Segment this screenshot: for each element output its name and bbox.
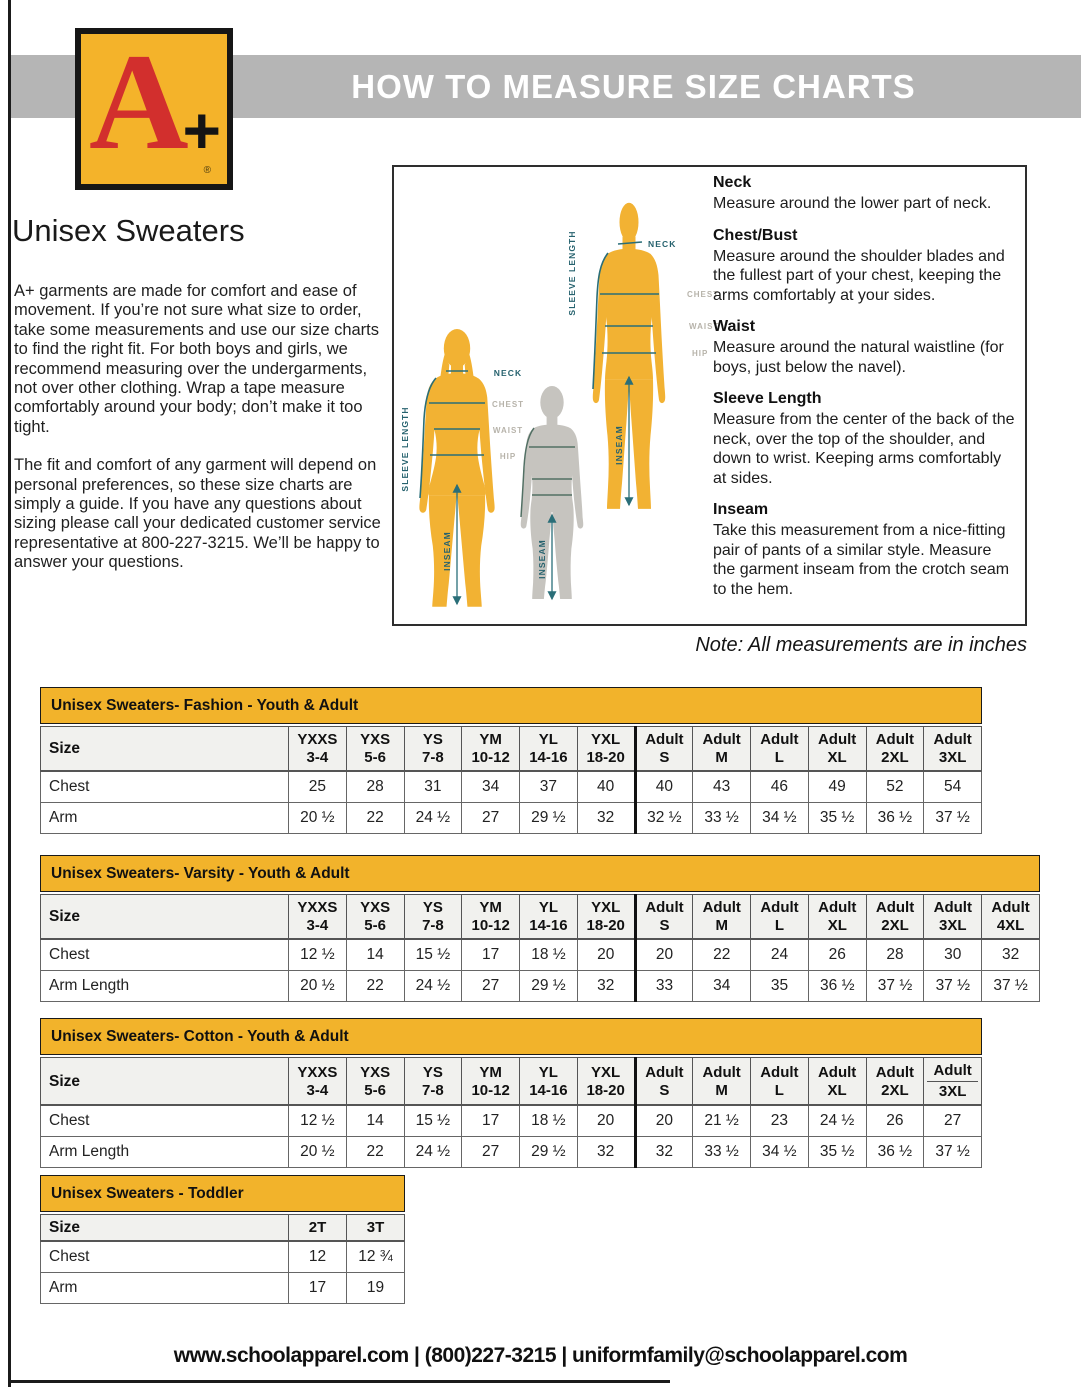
measurement-cell: 32 [982,939,1040,971]
size-table [40,1057,982,1168]
measurement-cell: 32 ½ [635,803,693,834]
measurement-cell: 12 ½ [289,939,347,971]
size-label-line: M [715,917,728,934]
instruction-heading: Neck [713,174,752,191]
size-label-line: 10-12 [471,749,510,766]
intro-paragraph: A+ garments are made for comfort and ease of movement. If you’re not sure what size to order, take some measurements and use our size charts to find the right fit. For both boys and girls, we recommend measuring over the undergarments, not over other clothing. Wrap a tape measure comfortably around your body; don’t make it too tight. [14,282,380,436]
size-column-header [866,895,924,940]
page-bottom-border [8,1380,670,1383]
table-row [41,1105,982,1137]
size-label-line: S [659,1081,670,1099]
instruction-section-chest-bust [713,227,1015,306]
measurement-cell: 22 [346,971,404,1002]
size-column-header [751,1058,809,1106]
size-column-header [346,1058,404,1106]
size-label-line: XL [827,917,847,934]
measurement-cell: 46 [751,771,809,803]
size-label-line: YXXS [297,731,338,748]
measurement-cell: 22 [693,939,751,971]
table-row [41,939,1040,971]
size-column-header [866,727,924,772]
measurement-cell: 37 ½ [866,971,924,1002]
table-row [41,803,982,834]
size-label-line: XL [827,749,847,766]
measurement-cell: 35 ½ [808,1137,866,1168]
row-label-cell: Arm Length [41,971,289,1002]
size-column-header [346,727,404,772]
measurement-cell: 52 [866,771,924,803]
size-label-line: L [774,1081,784,1099]
size-column-header [693,1058,751,1106]
measurement-cell: 27 [924,1105,982,1137]
size-label-line: 5-6 [364,1081,386,1099]
measurement-cell: 12 [289,1241,347,1273]
instruction-heading: Chest/Bust [713,226,798,244]
size-label-line: Adult [760,1063,799,1081]
size-label-line: 7-8 [422,749,444,766]
size-column-header [462,1058,520,1106]
measurement-cell: 17 [462,939,520,971]
measurement-cell: 24 ½ [404,803,462,834]
measurement-cell: 23 [751,1105,809,1137]
size-column-header [808,1058,866,1106]
measurement-cell: 20 ½ [289,803,347,834]
measurement-cell: 37 ½ [924,1137,982,1168]
measurement-cell: 43 [693,771,751,803]
measurement-cell: 34 ½ [751,803,809,834]
table-title: Unisex Sweaters- Fashion - Youth & Adult [40,687,982,724]
size-column-header [982,895,1040,940]
measurement-cell: 36 ½ [808,971,866,1002]
size-column-header [577,895,635,940]
size-label-line: YXS [360,731,391,748]
measurement-cell: 29 ½ [520,1137,578,1168]
size-label-line: Adult [933,731,972,748]
figure-label-inseam: INSEAM [442,531,452,571]
measurement-cell: 37 ½ [924,971,982,1002]
measurement-cell: 37 ½ [924,803,982,834]
figure-label-waist: WAIST [689,322,720,331]
size-label-line: Adult [875,899,915,916]
measurement-cell: 24 [751,939,809,971]
size-label-line: YXXS [297,1063,338,1081]
measurement-cell: 20 [635,1105,693,1137]
measurement-cell: 28 [866,939,924,971]
size-label-line: Adult [702,899,741,916]
size-label-line: Adult [645,1063,684,1081]
size-column-header [635,1058,693,1106]
measurement-cell: 49 [808,771,866,803]
instruction-section-neck [713,174,1015,214]
size-label-line: Adult [645,899,684,916]
size-label-line: YL [538,731,558,748]
instruction-heading: Inseam [713,501,769,518]
size-label-line: 5-6 [364,917,386,934]
measurement-cell: 27 [462,971,520,1002]
logo-letter-a: A [89,25,189,178]
size-column-header [404,1058,462,1106]
size-label-line: 10-12 [471,917,510,934]
instruction-body: Measure from the center of the back of the neck, over the top of the shoulder, and down to wrist. Keeping arms comfortably at sides. [713,411,1015,487]
measurement-cell: 17 [289,1273,347,1304]
row-label-cell: Arm [41,803,289,834]
size-label-line: YXL [591,1063,621,1081]
figure-label-hip: HIP [499,452,517,461]
table-row [41,1241,405,1273]
table-row [41,1137,982,1168]
size-column-header [404,895,462,940]
size-label-line: YXXS [297,899,338,916]
size-label-line: L [774,917,785,934]
size-column-header [693,895,751,940]
measurement-cell: 36 ½ [866,1137,924,1168]
size-label-line: Adult [645,731,684,748]
instruction-body: Take this measurement from a nice-fitting pair of pants of a similar style. Measure the garment inseam from the crotch seam to the hem. [713,522,1010,598]
measurement-cell: 24 ½ [404,1137,462,1168]
measurement-cell: 27 [462,1137,520,1168]
size-label-line: YXS [360,899,391,916]
size-label-line: Adult [702,731,741,748]
page-left-border [8,0,11,1387]
size-label-line: 3-4 [306,749,329,766]
measurement-cell: 12 ½ [289,1105,347,1137]
measurement-cell: 15 ½ [404,1105,462,1137]
size-label-line: Adult [991,899,1030,916]
size-label-line: Adult [933,1062,972,1079]
figure-label-chest: CHEST [687,290,720,299]
size-column-header [635,895,693,940]
measurement-cell: 34 [693,971,751,1002]
measurement-cell: 24 ½ [404,971,462,1002]
size-label-line: YL [538,899,559,916]
size-label-line: Adult [817,1063,857,1081]
measurement-cell: 27 [462,803,520,834]
figure-label-neck: NECK [648,239,677,249]
aplus-logo [75,25,233,190]
measurement-cell: 32 [635,1137,693,1168]
size-label-line: 7-8 [422,1081,444,1099]
measurement-cell: 33 ½ [693,803,751,834]
size-column-header: Size [41,727,289,772]
size-label-line: 18-20 [586,917,625,934]
size-label-line: Adult [760,899,799,916]
measurement-cell: 29 ½ [520,803,578,834]
instruction-body: Measure around the shoulder blades and the fullest part of your chest, keeping the arms comfortably at your sides. [713,247,1005,304]
size-column-header [808,895,866,940]
size-label-line: S [659,749,670,766]
size-label-line: XL [827,1081,847,1099]
size-label-line: Adult [933,899,972,916]
registered-mark: ® [203,165,211,176]
instruction-section-sleeve-length [713,390,1015,488]
size-column-header: Size [41,895,289,940]
measurement-cell: 31 [404,771,462,803]
measurement-cell: 20 [577,1105,635,1137]
size-label-line: 14-16 [529,749,568,766]
size-label-line: 2XL [881,917,909,934]
size-column-header [289,1058,347,1106]
measurement-cell: 35 ½ [808,803,866,834]
size-label-line: 4XL [996,917,1025,934]
measurement-cell: 20 ½ [289,1137,347,1168]
logo-plus-sign: + [182,93,221,167]
size-column-header [520,1058,578,1106]
measurement-cell: 14 [346,1105,404,1137]
measurement-cell: 18 ½ [520,939,578,971]
size-label-line: Adult [875,731,915,748]
size-label-line: 7-8 [422,917,444,934]
measurement-cell: 37 [520,771,578,803]
measurement-cell: 54 [924,771,982,803]
measurement-figure-box [392,165,1027,626]
figure-label-sleeve-length: SLEEVE LENGTH [400,406,410,492]
figure-label-waist: WAIST [492,426,524,435]
table-row [41,771,982,803]
size-column-header [924,895,982,940]
measurement-cell: 34 ½ [751,1137,809,1168]
measurement-cell: 28 [346,771,404,803]
size-column-header: Size [41,1215,289,1242]
size-column-header [924,727,982,772]
instruction-section-waist [713,318,1015,377]
size-table [40,1214,405,1304]
size-label-line: Adult [818,899,857,916]
size-table [40,726,982,834]
size-label-line: YL [538,1063,558,1081]
figure-label-chest: CHEST [491,400,525,409]
size-table [40,894,1040,1002]
measurement-cell: 15 ½ [404,939,462,971]
measurement-cell: 29 ½ [520,971,578,1002]
size-column-header [577,1058,635,1106]
size-column-header [808,727,866,772]
size-label-line: 14-16 [529,917,568,934]
row-label-cell: Chest [41,939,289,971]
figure-label-hip: HIP [692,349,709,358]
size-column-header [289,895,347,940]
row-label-cell: Chest [41,1105,289,1137]
measurements-note: Note: All measurements are in inches [695,634,1027,656]
size-label-line: YM [479,899,502,916]
size-label-line: Adult [702,1063,741,1081]
measurement-cell: 33 [635,971,693,1002]
size-label-line: Adult [760,731,799,748]
size-label-line: L [774,749,784,766]
table-title: Unisex Sweaters - Toddler [40,1175,405,1212]
size-column-header [462,727,520,772]
size-column-header [289,1215,347,1242]
figure-label-sleeve-length: SLEEVE LENGTH [567,230,577,316]
instruction-heading: Sleeve Length [713,390,822,407]
size-label-line: Adult [875,1063,915,1081]
size-label-line: 2XL [881,1081,909,1099]
measurement-cell: 35 [751,971,809,1002]
instruction-body: Measure around the lower part of neck. [713,195,992,212]
size-column-header [866,1058,924,1106]
measurement-cell: 26 [866,1105,924,1137]
size-label-line: 14-16 [529,1081,568,1099]
figure-label-inseam: INSEAM [537,539,547,579]
size-label-line: YXL [591,899,621,916]
instruction-section-inseam [713,501,1015,599]
size-label-line: 3XL [939,917,967,934]
size-label-line: YM [479,731,502,748]
measurement-cell: 22 [346,1137,404,1168]
row-label-cell: Arm Length [41,1137,289,1168]
size-column-header [462,895,520,940]
size-chart-cotton [40,1018,982,1168]
measurement-cell: 20 [635,939,693,971]
size-label-line: 2T [308,1219,327,1236]
measurement-cell: 32 [577,971,635,1002]
table-row [41,971,1040,1002]
measurement-cell: 30 [924,939,982,971]
row-label-cell: Chest [41,1241,289,1273]
size-column-header [346,895,404,940]
page-title: Unisex Sweaters [12,213,245,248]
size-label-line: YM [479,1063,502,1081]
measurement-cell: 14 [346,939,404,971]
size-label-line: 18-20 [586,1081,625,1099]
size-label-line: 5-6 [364,749,386,766]
measurement-cell: 34 [462,771,520,803]
row-label-cell: Arm [41,1273,289,1304]
size-chart-varsity [40,855,1040,1002]
measurement-cell: 40 [635,771,693,803]
size-label-line: 3-4 [306,917,329,934]
size-column-header [693,727,751,772]
size-label-line: M [715,1081,728,1099]
measurement-cell: 32 [577,803,635,834]
size-label-line: 3-4 [306,1081,329,1099]
size-label-line: 3T [366,1219,385,1236]
size-column-header [347,1215,405,1242]
size-chart-fashion [40,687,982,834]
measurement-cell: 33 ½ [693,1137,751,1168]
figure-label-neck: NECK [493,368,523,378]
size-column-header [404,727,462,772]
measurement-cell: 22 [346,803,404,834]
instruction-body: Measure around the natural waistline (for boys, just below the navel). [713,339,1004,376]
measurement-cell: 37 ½ [982,971,1040,1002]
instruction-heading: Waist [713,318,756,335]
size-column-header [924,1058,982,1106]
measurement-cell: 12 ¾ [347,1241,405,1273]
measurement-cell: 40 [577,771,635,803]
figure-label-inseam: INSEAM [614,425,624,465]
measurement-cell: 21 ½ [693,1105,751,1137]
size-label-line: YS [422,1063,443,1081]
size-label-line: 3XL [938,749,967,766]
size-label-line: YXS [360,1063,391,1081]
measurement-cell: 26 [808,939,866,971]
measurement-cell: 18 ½ [520,1105,578,1137]
size-label-line: M [715,749,728,766]
size-column-header [635,727,693,772]
size-label-line: YXL [591,731,621,748]
size-column-header [577,727,635,772]
size-label-line: 2XL [881,749,909,766]
size-label-line: YS [422,899,443,916]
size-chart-toddler [40,1175,405,1304]
measurement-instructions [713,169,1015,599]
size-column-header [520,895,578,940]
size-label-line: S [659,917,670,934]
table-title: Unisex Sweaters- Varsity - Youth & Adult [40,855,1040,892]
measurement-cell: 36 ½ [866,803,924,834]
row-label-cell: Chest [41,771,289,803]
header-title: HOW TO MEASURE SIZE CHARTS [351,68,916,105]
size-label-line: Adult [817,731,857,748]
footer-contact-info: www.schoolapparel.com | (800)227-3215 | uniformfamily@schoolapparel.com [173,1344,908,1367]
size-column-header [751,727,809,772]
measurement-cell: 25 [289,771,347,803]
size-column-header [520,727,578,772]
size-column-header: Size [41,1058,289,1106]
table-row [41,1273,405,1304]
size-label-line: 18-20 [586,749,625,766]
size-column-header [751,895,809,940]
table-title: Unisex Sweaters- Cotton - Youth & Adult [40,1018,982,1055]
measurement-cell: 32 [577,1137,635,1168]
measurement-cell: 17 [462,1105,520,1137]
size-column-header [289,727,347,772]
size-label-line: 10-12 [471,1081,510,1099]
measurement-cell: 20 [577,939,635,971]
intro-text [14,282,392,592]
measurement-cell: 19 [347,1273,405,1304]
size-label-line: 3XL [927,1081,978,1101]
measurement-cell: 24 ½ [808,1105,866,1137]
size-label-line: YS [422,731,443,748]
intro-paragraph: The fit and comfort of any garment will depend on personal preferences, so these size charts are simply a guide. If you have any questions about sizing please call your dedicated customer service representative at 800-227-3215. We’ll be happy to answer your questions. [14,456,381,572]
measurement-cell: 20 ½ [289,971,347,1002]
